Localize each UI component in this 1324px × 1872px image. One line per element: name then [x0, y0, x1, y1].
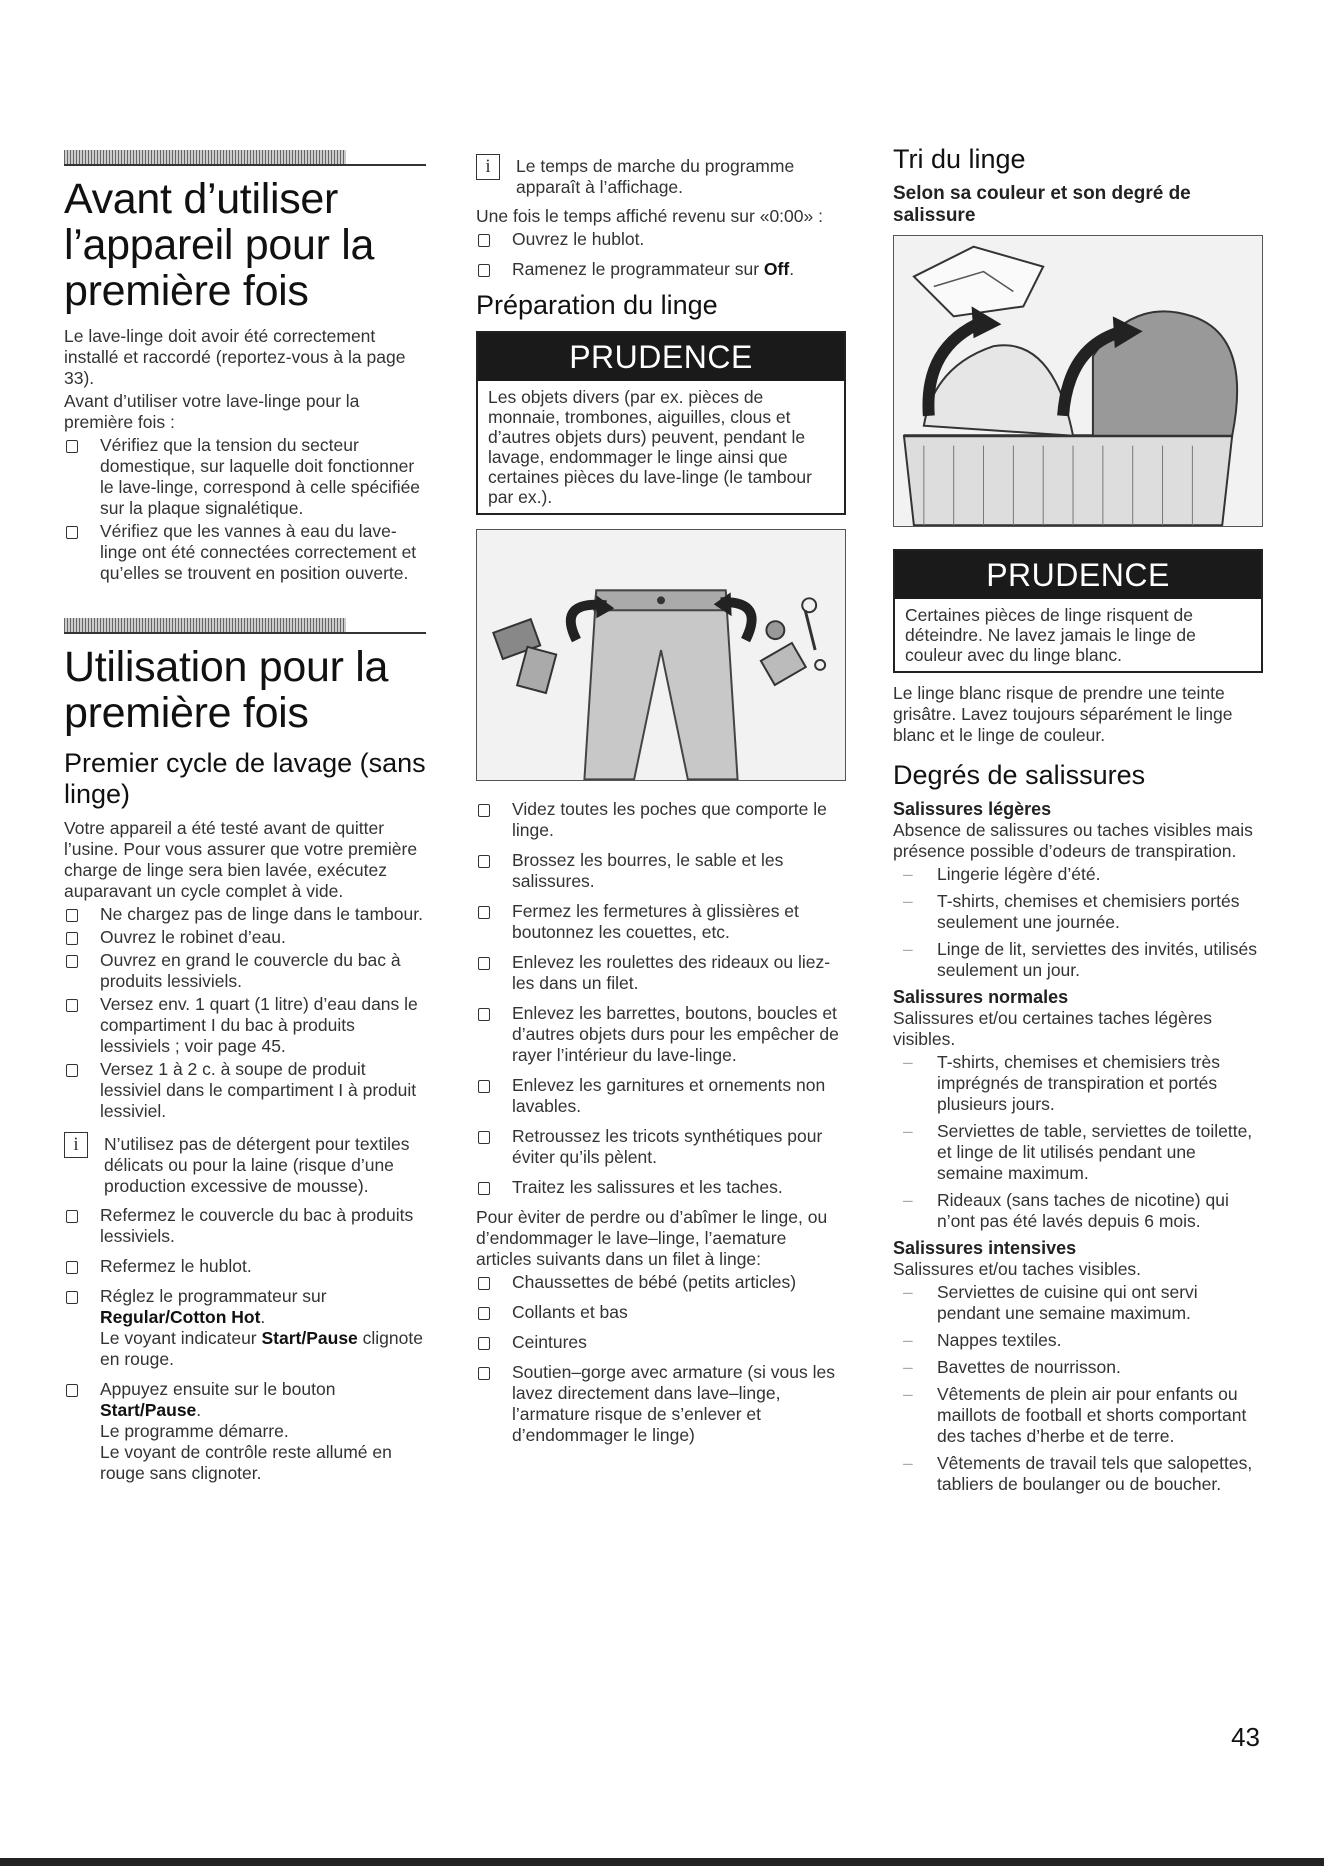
list-item: Enlevez les garnitures et ornements non lavables. [476, 1075, 846, 1117]
info-icon: i [64, 1132, 88, 1158]
caution-box [893, 549, 1263, 673]
subtitle-first-cycle: Premier cycle de lavage (sans linge) [64, 748, 426, 809]
heavy-soiling-list [893, 1282, 1263, 1495]
caution-text: Les objets divers (par ex. pièces de monnaie, trombones, aiguilles, clous et d’autres objets durs) peuvent, pendant le lavage, endommager le linge ainsi que certaines pièces du lave-linge (le tambour par ex.). [488, 387, 812, 507]
caution-text: Certaines pièces de linge risquent de déteindre. Ne lavez jamais le linge de couleur avec du linge blanc. [905, 605, 1196, 665]
list-item: Traitez les salissures et les taches. [476, 1177, 846, 1198]
list-item: Ceintures [476, 1332, 846, 1353]
title-sorting: Tri du linge [893, 144, 1026, 174]
list-item: Versez 1 à 2 c. à soupe de produit lessiviel dans le compartiment I à produit lessiviel. [64, 1059, 426, 1122]
list-item: Ouvrez le hublot. [476, 229, 846, 250]
normal-soiling-text: Salissures et/ou certaines taches légères visibles. [893, 1008, 1213, 1049]
list-item: – Rideaux (sans taches de nicotine) qui n’ont pas été lavés depuis 6 mois. [893, 1190, 1263, 1232]
list-item: Refermez le couvercle du bac à produits lessiviels. [64, 1205, 426, 1247]
list-item: – Serviettes de cuisine qui ont servi pendant une semaine maximum. [893, 1282, 1263, 1324]
list-item: – Lingerie légère d’été. [893, 864, 1263, 885]
start-pause-label: Start/Pause [100, 1400, 197, 1420]
list-item: – Linge de lit, serviettes des invités, utilisés seulement un jour. [893, 939, 1263, 981]
list-item: Ramenez le programmateur sur Off. [476, 259, 846, 280]
heavy-soiling-heading: Salissures intensives [893, 1238, 1077, 1258]
intro-tested: Votre appareil a été testé avant de quitter l’usine. Pour vous assurer que votre première charge de linge sera bien lavée, exécutez auparavant un cycle complet à vide. [64, 818, 418, 901]
info-note: i Le temps de marche du programme apparaît à l’affichage. [476, 156, 846, 198]
heavy-soiling-text: Salissures et/ou taches visibles. [893, 1259, 1142, 1279]
list-item: Refermez le hublot. [64, 1256, 426, 1277]
program-off: Off [763, 259, 790, 279]
list-item: Brossez les bourres, le sable et les salissures. [476, 850, 846, 892]
page-number: 43 [1231, 1722, 1260, 1752]
caution-heading: PRUDENCE [895, 551, 1261, 599]
net-bag-text: Pour èviter de perdre ou d’abîmer le linge, ou d’endommager le lave–linge, l’aemature articles suivants dans un filet à linge: [476, 1207, 828, 1269]
title-before-first-use: Avant d’utiliser l’appareil pour la première fois [64, 175, 375, 315]
title-soiling-levels: Degrés de salissures [893, 760, 1146, 790]
subtitle-sorting: Selon sa couleur et son degré de salissure [893, 183, 1191, 226]
checklist-net-bag [476, 1272, 846, 1446]
column-3 [893, 144, 1263, 1501]
list-item: Soutien–gorge avec armature (si vous les lavez directement dans lave–linge, l’armature risque de s’enlever et d’endommager le linge) [476, 1362, 846, 1446]
section-rule [64, 618, 426, 634]
list-item: Réglez le programmateur sur Regular/Cotton Hot. Le voyant indicateur Start/Pause clignote en rouge. [64, 1286, 426, 1370]
list-item: Vérifiez que les vannes à eau du lave-linge ont été connectées correctement et qu’elles se trouvent en position ouverte. [64, 521, 426, 584]
intro-installed: Le lave-linge doit avoir été correctement installé et raccordé (reportez-vous à la page 33). [64, 326, 406, 388]
sorting-illustration [893, 235, 1263, 527]
list-item: Appuyez ensuite sur le bouton Start/Pause. Le programme démarre. Le voyant de contrôle reste allumé en rouge sans clignoter. [64, 1379, 426, 1484]
list-item: Retroussez les tricots synthétiques pour éviter qu’ils pèlent. [476, 1126, 846, 1168]
list-item: – T-shirts, chemises et chemisiers très imprégnés de transpiration et portés plusieurs jours. [893, 1052, 1263, 1115]
list-item: Vérifiez que la tension du secteur domestique, sur laquelle doit fonctionner le lave-linge, correspond à celle spécifiée sur la plaque signalétique. [64, 435, 426, 519]
checklist-close [64, 1205, 426, 1484]
light-soiling-heading: Salissures légères [893, 799, 1052, 819]
checklist-first-cycle [64, 904, 426, 1122]
list-item: Enlevez les roulettes des rideaux ou liez-les dans un filet. [476, 952, 846, 994]
list-item: – Nappes textiles. [893, 1330, 1263, 1351]
list-item: Enlevez les barrettes, boutons, boucles et d’autres objets durs pour les empêcher de rayer l’intérieur du lave-linge. [476, 1003, 846, 1066]
list-item: – Vêtements de plein air pour enfants ou maillots de football et shorts comportant des taches d’herbe et de terre. [893, 1384, 1263, 1447]
normal-soiling-heading: Salissures normales [893, 987, 1069, 1007]
list-item: Videz toutes les poches que comporte le linge. [476, 799, 846, 841]
bottom-border [0, 1858, 1324, 1866]
info-icon: i [476, 154, 500, 180]
list-item: Ouvrez en grand le couvercle du bac à produits lessiviels. [64, 950, 426, 992]
list-item: – T-shirts, chemises et chemisiers portés seulement une journée. [893, 891, 1263, 933]
normal-soiling-list [893, 1052, 1263, 1232]
after-zero-text: Une fois le temps affiché revenu sur «0:00» : [476, 206, 823, 226]
list-item: Chaussettes de bébé (petits articles) [476, 1272, 846, 1293]
program-regular-cotton-hot: Regular/Cotton Hot [100, 1307, 261, 1327]
checklist-before-use [64, 435, 426, 584]
list-item: – Serviettes de table, serviettes de toilette, et linge de lit utilisés pendant une semaine maximum. [893, 1121, 1263, 1184]
list-item: Fermez les fermetures à glissières et boutonnez les couettes, etc. [476, 901, 846, 943]
title-preparation: Préparation du linge [476, 290, 718, 320]
light-soiling-list [893, 864, 1263, 981]
column-2 [476, 150, 846, 1455]
light-soiling-text: Absence de salissures ou taches visibles mais présence possible d’odeurs de transpiration. [893, 820, 1253, 861]
list-item: – Bavettes de nourrisson. [893, 1357, 1263, 1378]
caution-box [476, 331, 846, 515]
list-item: Ne chargez pas de linge dans le tambour. [64, 904, 426, 925]
column-1 [64, 150, 426, 1493]
caution-heading: PRUDENCE [478, 333, 844, 381]
white-laundry-text: Le linge blanc risque de prendre une teinte grisâtre. Lavez toujours séparément le linge blanc et le linge de couleur. [893, 683, 1233, 745]
info-note: i N’utilisez pas de détergent pour textiles délicats ou pour la laine (risque d’une production excessive de mousse). [64, 1134, 426, 1197]
title-first-use: Utilisation pour la première fois [64, 643, 389, 737]
list-item: Versez env. 1 quart (1 litre) d’eau dans le compartiment I du bac à produits lessiviels ; voir page 45. [64, 994, 426, 1057]
section-rule [64, 150, 426, 166]
empty-pockets-illustration [476, 529, 846, 781]
list-item: Ouvrez le robinet d’eau. [64, 927, 426, 948]
start-pause-label: Start/Pause [261, 1328, 358, 1348]
checklist-after-cycle [476, 229, 846, 280]
intro-before-use: Avant d’utiliser votre lave-linge pour la première fois : [64, 391, 360, 432]
list-item: – Vêtements de travail tels que salopettes, tabliers de boulanger ou de boucher. [893, 1453, 1263, 1495]
checklist-preparation [476, 799, 846, 1198]
list-item: Collants et bas [476, 1302, 846, 1323]
